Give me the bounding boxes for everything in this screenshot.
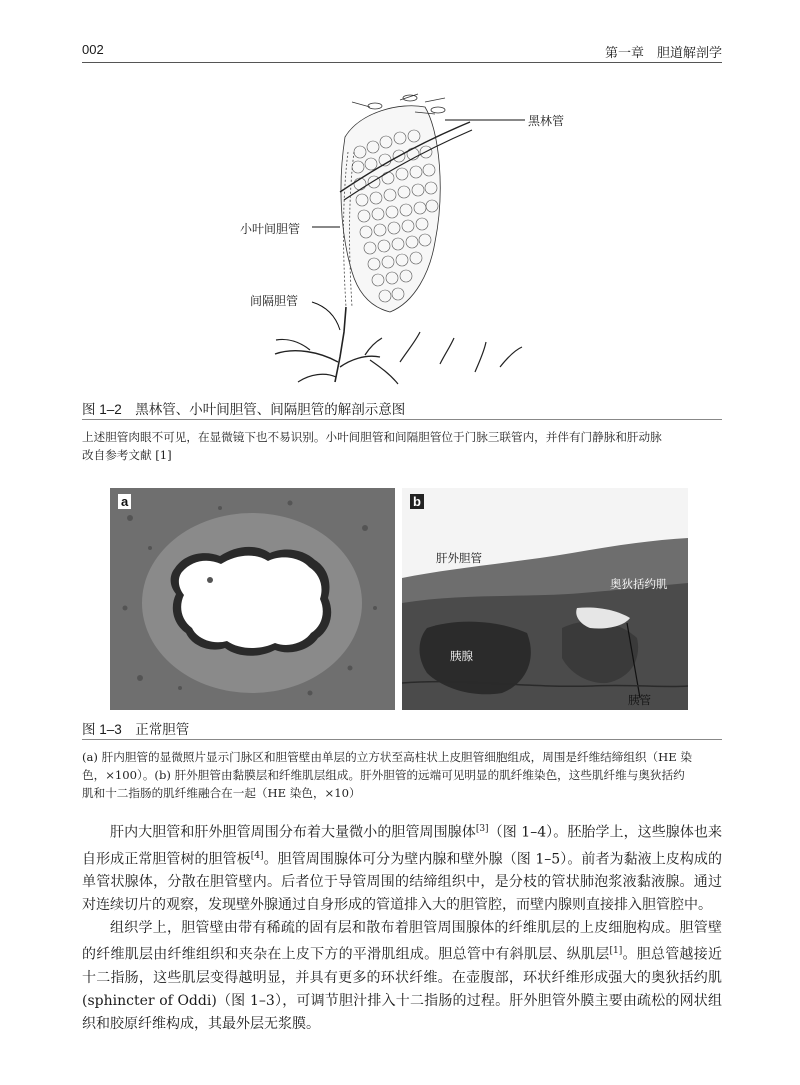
caption-line: (a) 肝内胆管的显微照片显示门脉区和胆管壁由单层的立方状至高柱状上皮胆管细胞组成，周围是纤维结缔组织（HE 染	[82, 750, 693, 764]
page-number: 002	[82, 42, 104, 57]
intrahepatic-duct-image	[110, 488, 395, 710]
citation: [1]	[609, 946, 623, 957]
figure-1-3-panel-a-micrograph	[110, 488, 395, 710]
figure-1-2-caption-rule	[82, 419, 722, 420]
caption-line: 肌和十二指肠的肌纤维融合在一起（HE 染色，×10）	[82, 786, 361, 800]
label-pancreas: 胰腺	[450, 651, 473, 663]
body-text	[82, 818, 722, 1036]
caption-line: 色，×100）。(b) 肝外胆管由黏膜层和纤维肌层组成。肝外胆管的远端可见明显的肌纤维染色，这些肌纤维与奥狄括约	[82, 768, 685, 782]
figure-1-2-title: 图 1–2 黑林管、小叶间胆管、间隔胆管的解剖示意图	[82, 402, 406, 417]
label-interlobular-duct: 小叶间胆管	[240, 222, 301, 236]
caption-line: 上述胆管肉眼不可见，在显微镜下也不易识别。小叶间胆管和间隔胆管位于门脉三联管内，并伴有门静脉和肝动脉	[82, 430, 662, 444]
chapter-title: 第一章 胆道解剖学	[604, 45, 722, 60]
figure-1-2-illustration	[240, 92, 580, 392]
paragraph: 组织学上，胆管壁由带有稀疏的固有层和散布着胆管周围腺体的纤维肌层的上皮细胞构成。胆管壁的纤维肌层由纤维组织和夹杂在上皮下方的平滑肌组成。胆总管中有斜肌层、纵肌层[1]。胆总管越接近十二指肠，这些肌层变得越明显，并具有更多的环状纤维。在壶腹部，环状纤维形成强大的奥狄括约肌 (sphincter of Oddi)（图 1–3），可调节胆汁排入十二指肠的过程。肝外胆管外膜主要由疏松的网状组织和胶原纤维构成，其最外层无浆膜。	[82, 920, 723, 1032]
figure-1-3-title: 图 1–3 正常胆管	[82, 722, 190, 737]
label-septal-duct: 间隔胆管	[250, 294, 299, 308]
label-sphincter-of-oddi: 奥狄括约肌	[610, 579, 668, 591]
citation: [4]	[250, 850, 264, 861]
bile-duct-drawing	[240, 92, 580, 392]
figure-1-2-caption	[82, 428, 722, 464]
figure-1-3-panel-b-micrograph	[402, 488, 688, 710]
figure-1-3-caption-rule	[82, 739, 722, 740]
extrahepatic-duct-image	[402, 488, 688, 710]
panel-letter-b: b	[410, 494, 424, 509]
running-header	[82, 42, 722, 64]
header-rule	[82, 62, 722, 63]
figure-1-3-caption	[82, 748, 722, 802]
label-pancreatic-duct: 胰管	[628, 695, 651, 707]
citation: [3]	[475, 824, 489, 834]
paragraph: 肝内大胆管和肝外胆管周围分布着大量微小的胆管周围腺体[3]（图 1–4）。胚胎学上，这些腺体也来自形成正常胆管树的胆管板[4]。胆管周围腺体可分为壁内腺和壁外腺（图 1–5）。前者为黏液上皮构成的单管状腺体，分散在胆管壁内。后者位于导管周围的结缔组织中，是分枝的管状肺泡浆液黏液腺。通过对连续切片的观察，发现壁外腺通过自身形成的管道排入大的胆管腔，而壁内腺则直接排入胆管腔中。	[82, 824, 723, 914]
label-hering-canal: 黑林管	[528, 114, 565, 128]
label-extrahepatic-duct: 肝外胆管	[436, 553, 482, 565]
panel-letter-a: a	[118, 494, 131, 509]
caption-line: 改自参考文献 [1]	[82, 448, 172, 462]
